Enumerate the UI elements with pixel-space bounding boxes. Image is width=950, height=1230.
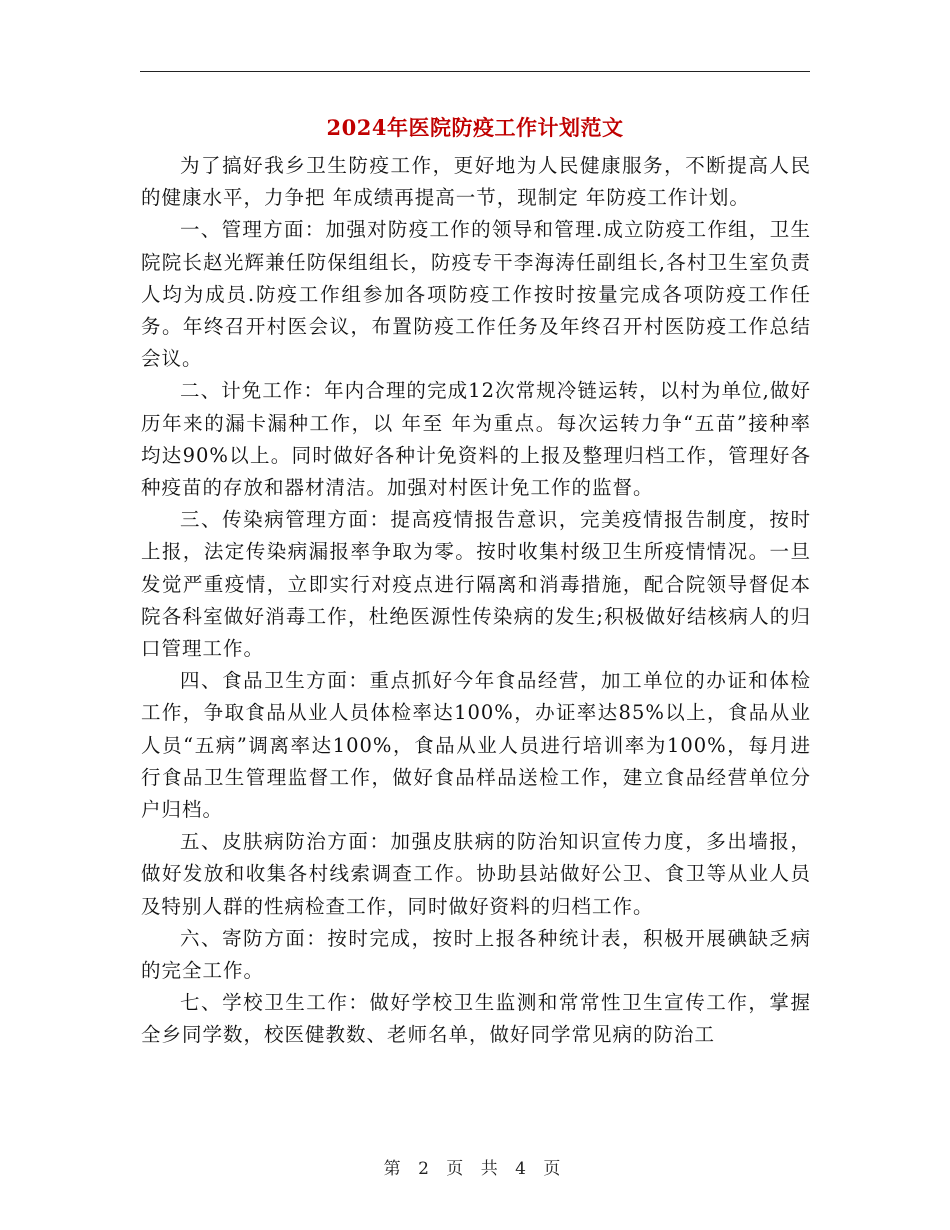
paragraph-infectious-disease: 三、传染病管理方面：提高疫情报告意识，完美疫情报告制度，按时上报，法定传染病漏报率争取为零。按时收集村级卫生所疫情情况。一旦发觉严重疫情，立即实行对疫点进行隔离和消毒措施，配合院领导督促本院各科室做好消毒工作，杜绝医源性传染病的发生;积极做好结核病人的归口管理工作。 [141, 508, 811, 661]
document-title: 2024年医院防疫工作计划范文 [326, 115, 624, 140]
paragraph-intro: 为了搞好我乡卫生防疫工作，更好地为人民健康服务，不断提高人民的健康水平，力争把 年成绩再提高一节，现制定 年防疫工作计划。 [141, 154, 811, 210]
paragraph-school-hygiene: 七、学校卫生工作：做好学校卫生监测和常常性卫生宣传工作，掌握全乡同学数，校医健教数、老师名单，做好同学常见病的防治工 [141, 991, 811, 1047]
page-number-footer: 第 2 页 共 4 页 [383, 1159, 567, 1179]
paragraph-skin-disease: 五、皮肤病防治方面：加强皮肤病的防治知识宣传力度，多出墙报，做好发放和收集各村线索调查工作。协助县站做好公卫、食卫等从业人员及特别人群的性病检查工作，同时做好资料的归档工作。 [141, 830, 811, 918]
header-rule [140, 71, 810, 72]
paragraph-immunization: 二、计免工作：年内合理的完成12次常规冷链运转，以村为单位,做好历年来的漏卡漏种工作，以 年至 年为重点。每次运转力争“五苗”接种率均达90%以上。同时做好各种计免资料的上报及整理归档工作，管理好各种疫苗的存放和器材清洁。加强对村医计免工作的监督。 [141, 379, 811, 500]
paragraph-food-hygiene: 四、食品卫生方面：重点抓好今年食品经营，加工单位的办证和体检工作，争取食品从业人员体检率达100%，办证率达85%以上，食品从业人员“五病”调离率达100%，食品从业人员进行培训率为100%，每月进行食品卫生管理监督工作，做好食品样品送检工作，建立食品经营单位分户归档。 [141, 669, 811, 822]
paragraph-management: 一、管理方面：加强对防疫工作的领导和管理.成立防疫工作组，卫生院院长赵光辉兼任防保组组长，防疫专干李海涛任副组长,各村卫生室负责人均为成员.防疫工作组参加各项防疫工作按时按量完成各项防疫工作任务。年终召开村医会议，布置防疫工作任务及年终召开村医防疫工作总结会议。 [141, 218, 811, 371]
paragraph-parasite-prevention: 六、寄防方面：按时完成，按时上报各种统计表，积极开展碘缺乏病的完全工作。 [141, 926, 811, 983]
document-body [141, 150, 811, 1052]
